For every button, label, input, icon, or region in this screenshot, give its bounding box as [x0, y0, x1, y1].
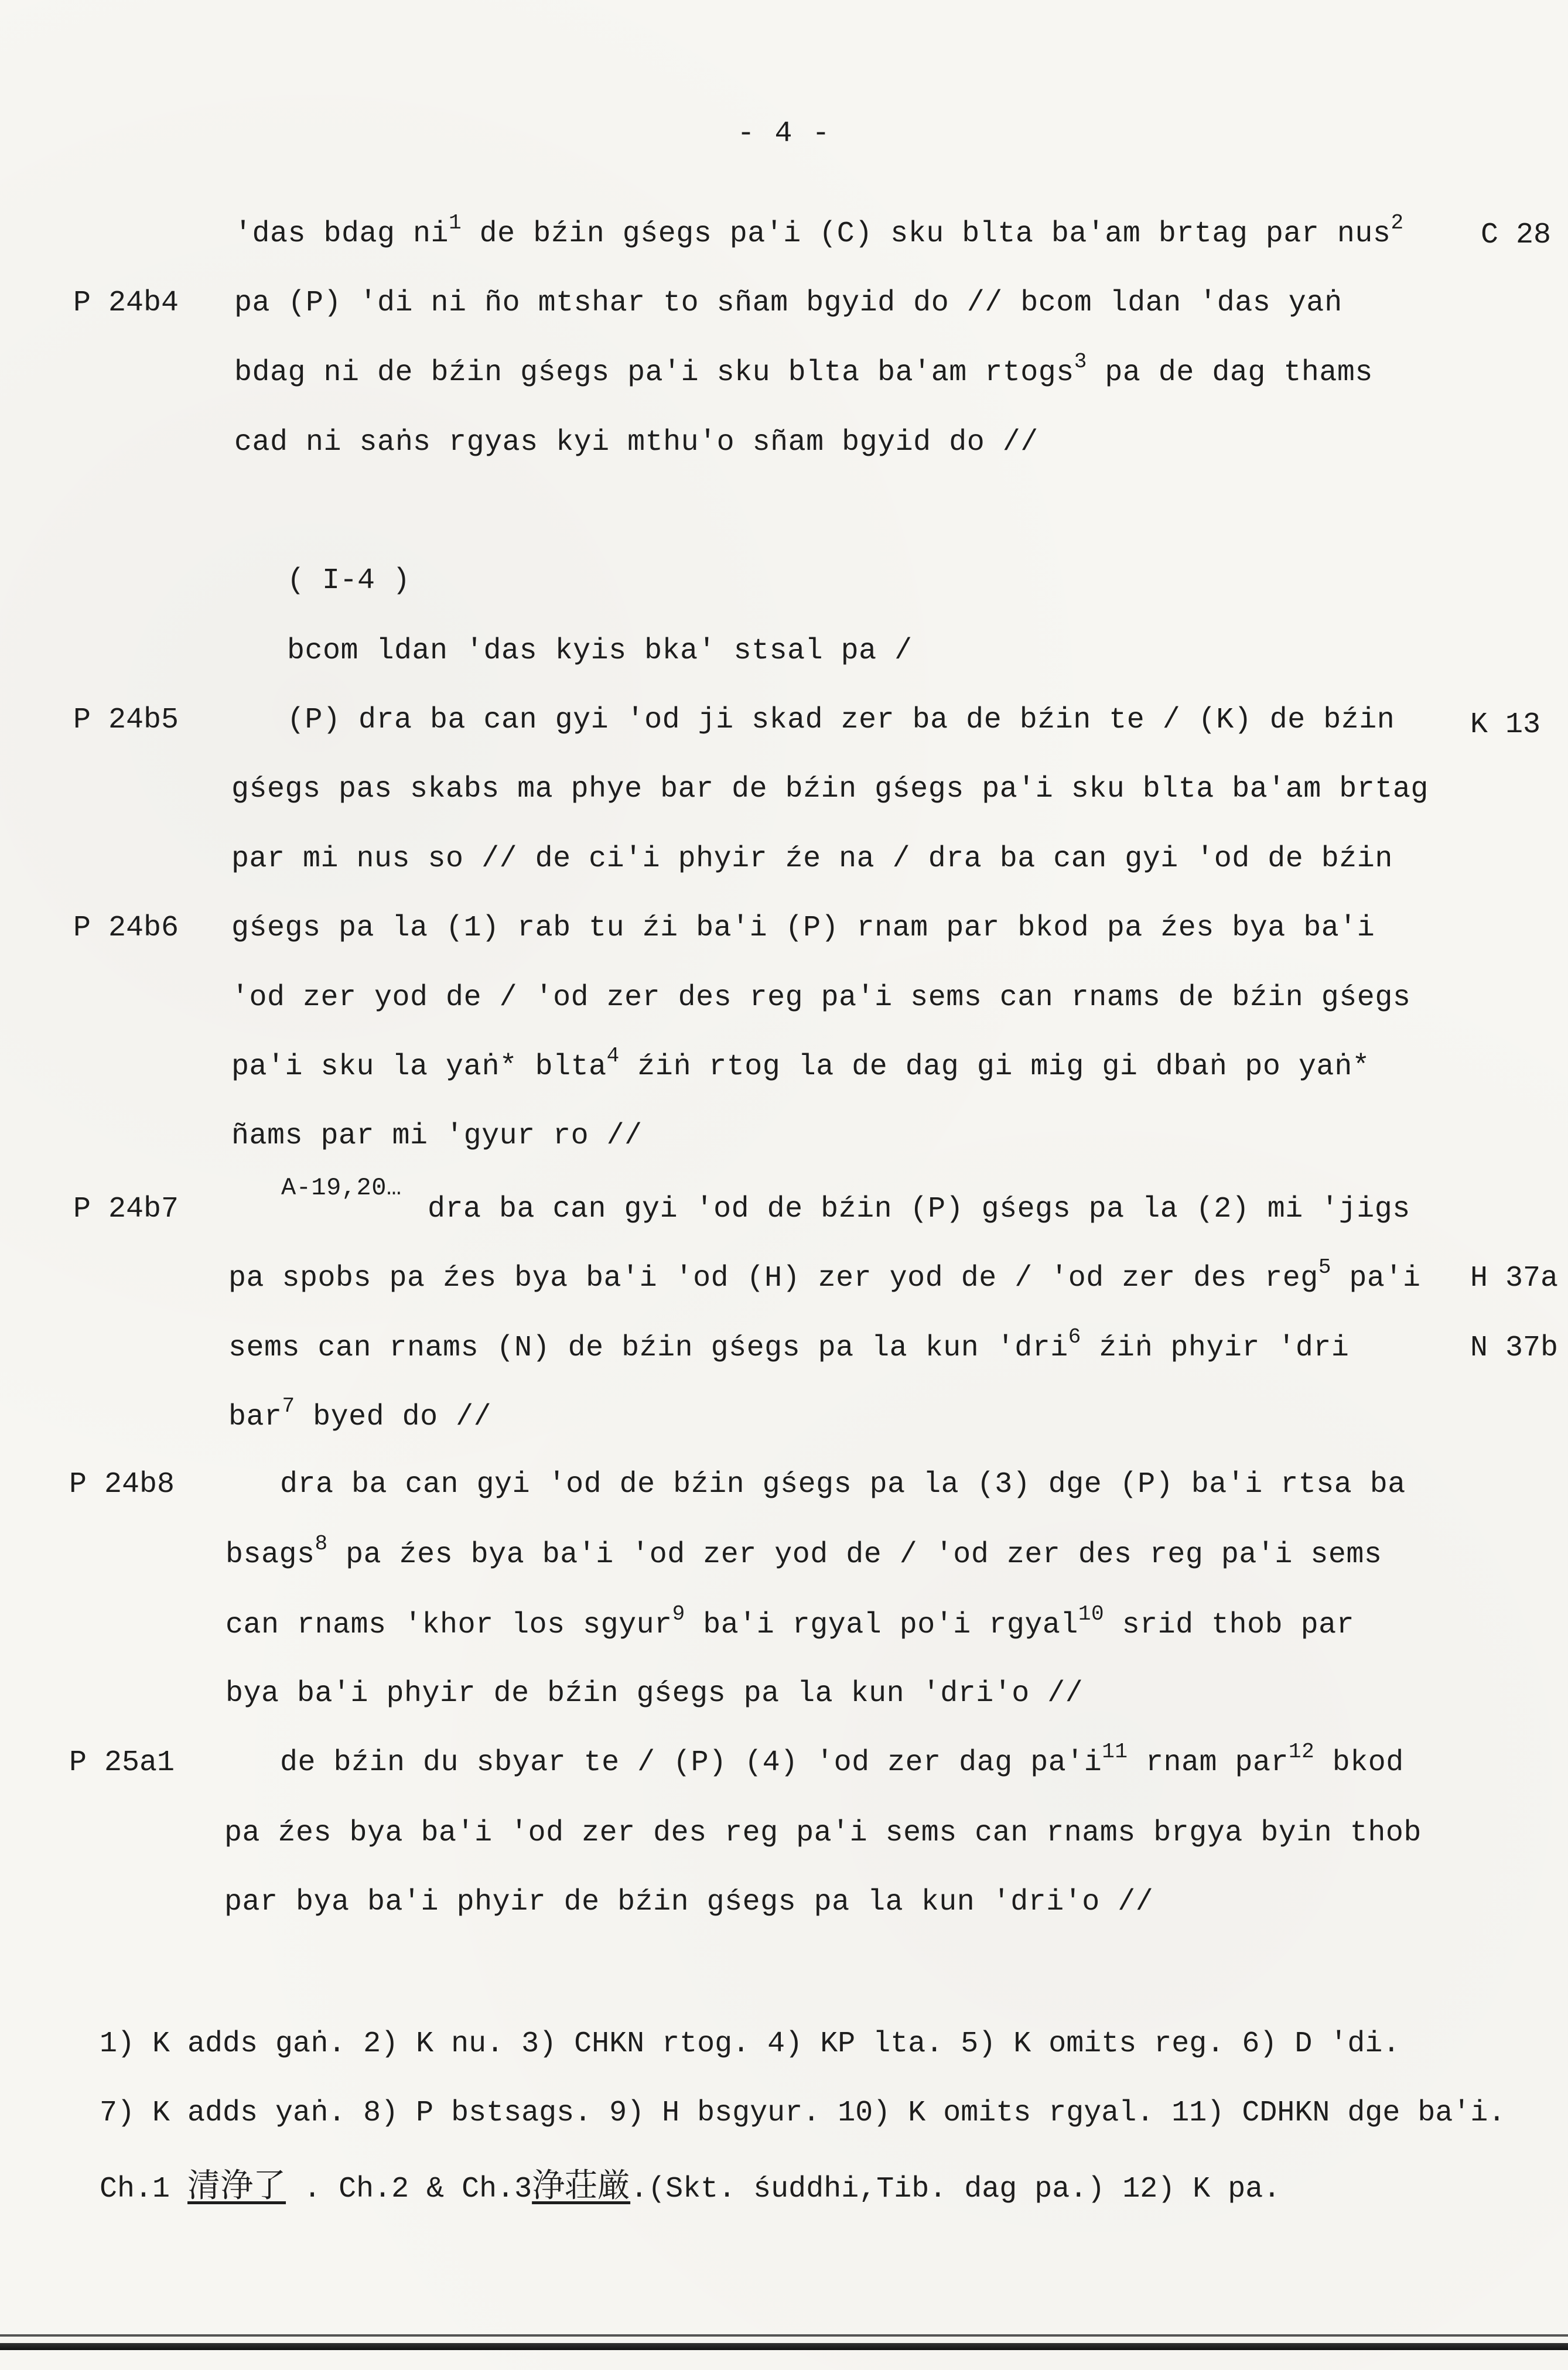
- footnote-line: 7) K adds yaṅ. 8) P bstsags. 9) H bsgyur. 10) K omits rgyal. 11) CDHKN dge ba'i.: [100, 2096, 1506, 2130]
- page-number: - 4 -: [737, 117, 831, 151]
- margin-ref-right: H 37a: [1470, 1262, 1559, 1295]
- text-line: bcom ldan 'das kyis bka' stsal pa /: [287, 634, 913, 668]
- margin-ref-left: P 24b7: [73, 1193, 179, 1226]
- text-line: 'das bdag $ni^1$ de bźin gśegs pa'i (C) sku blta ba'am brtag par nus$^2$: [234, 211, 1404, 251]
- cross-reference: A-19,20…: [281, 1174, 402, 1202]
- section-label: ( I-4 ): [287, 564, 411, 597]
- text-line: par mi nus so // de ci'i phyir źe na / dra ba can gyi 'od de bźin: [231, 842, 1393, 876]
- text-line: bdag ni de bźin gśegs pa'i sku blta ba'am rtogs$^3$ pa de dag thams: [234, 350, 1373, 390]
- text-line: 'od zer yod de / 'od zer des reg pa'i sems can rnams de bźin gśegs: [231, 981, 1411, 1015]
- margin-ref-left: P 24b5: [73, 704, 179, 737]
- text-line: gśegs pa la (1) rab tu źi ba'i (P) rnam par bkod pa źes bya ba'i: [231, 911, 1375, 945]
- text-line: pa spobs pa źes bya ba'i 'od (H) zer yod de / 'od zer des reg$^5$ pa'i: [228, 1255, 1421, 1295]
- text-line: dra ba can gyi 'od de bźin gśegs pa la (3) dge (P) ba'i rtsa ba: [280, 1468, 1406, 1501]
- margin-ref-right: C 28: [1481, 218, 1552, 252]
- text-line: de bźin du sbyar te / (P) (4) 'od zer dag $pa'i^{11}$ rnam par$^{12}$ bkod: [280, 1740, 1404, 1780]
- bottom-border: [0, 2343, 1568, 2350]
- text-line: par bya ba'i phyir de bźin gśegs pa la kun 'dri'o //: [224, 1886, 1154, 1919]
- text-line: pa źes bya ba'i 'od zer des reg pa'i sems can rnams brgya byin thob: [224, 1816, 1422, 1850]
- text-line: sems can rnams (N) de bźin gśegs pa la kun 'dri$^6$ źiṅ phyir 'dri: [228, 1325, 1350, 1365]
- footnote-line: 1) K adds gaṅ. 2) K nu. 3) CHKN rtog. 4) KP lta. 5) K omits reg. 6) D 'di.: [100, 2027, 1400, 2061]
- text-line: bsags$^8$ pa źes bya ba'i 'od zer yod de / 'od zer des reg pa'i sems: [226, 1532, 1382, 1572]
- text-line: (P) dra ba can gyi 'od ji skad zer ba de bźin te / (K) de bźin: [287, 704, 1395, 737]
- chinese-term: 浄荘厳: [532, 2167, 631, 2205]
- text-line: bar$^7$ byed do //: [228, 1394, 492, 1434]
- chinese-term: 清浄了: [187, 2167, 286, 2205]
- margin-ref-right: K 13: [1470, 708, 1541, 742]
- footnote-line: Ch.1 清浄了 . Ch.2 & Ch.3浄荘厳.(Skt. śuddhi,Tib. dag pa.) 12) K pa.: [100, 2167, 1281, 2206]
- bottom-rule: [0, 2334, 1568, 2337]
- text-line: pa (P) 'di ni ño mtshar to sñam bgyid do // bcom ldan 'das yaṅ: [234, 286, 1342, 320]
- text-line: ñams par mi 'gyur ro //: [231, 1119, 643, 1153]
- text-line: pa'i sku la yaṅ* blta$^4$ źiṅ rtog la de dag gi mig gi dbaṅ po yaṅ*: [231, 1044, 1370, 1084]
- text-line: gśegs pas skabs ma phye bar de bźin gśegs pa'i sku blta ba'am brtag: [231, 773, 1429, 806]
- text-line: dra ba can gyi 'od de bźin (P) gśegs pa la (2) mi 'jigs: [428, 1193, 1410, 1226]
- margin-ref-left: P 24b4: [73, 286, 179, 320]
- margin-ref-left: P 24b8: [69, 1468, 175, 1501]
- margin-ref-left: P 25a1: [69, 1746, 175, 1780]
- text-line: can rnams 'khor los sgyur$^9$ ba'i rgyal po'i rgyal$^{10}$ srid thob par: [226, 1602, 1355, 1642]
- text-line: bya ba'i phyir de bźin gśegs pa la kun 'dri'o //: [226, 1677, 1084, 1710]
- margin-ref-right: N 37b: [1470, 1331, 1559, 1365]
- margin-ref-left: P 24b6: [73, 911, 179, 945]
- text-line: cad ni saṅs rgyas kyi mthu'o sñam bgyid do //: [234, 426, 1038, 459]
